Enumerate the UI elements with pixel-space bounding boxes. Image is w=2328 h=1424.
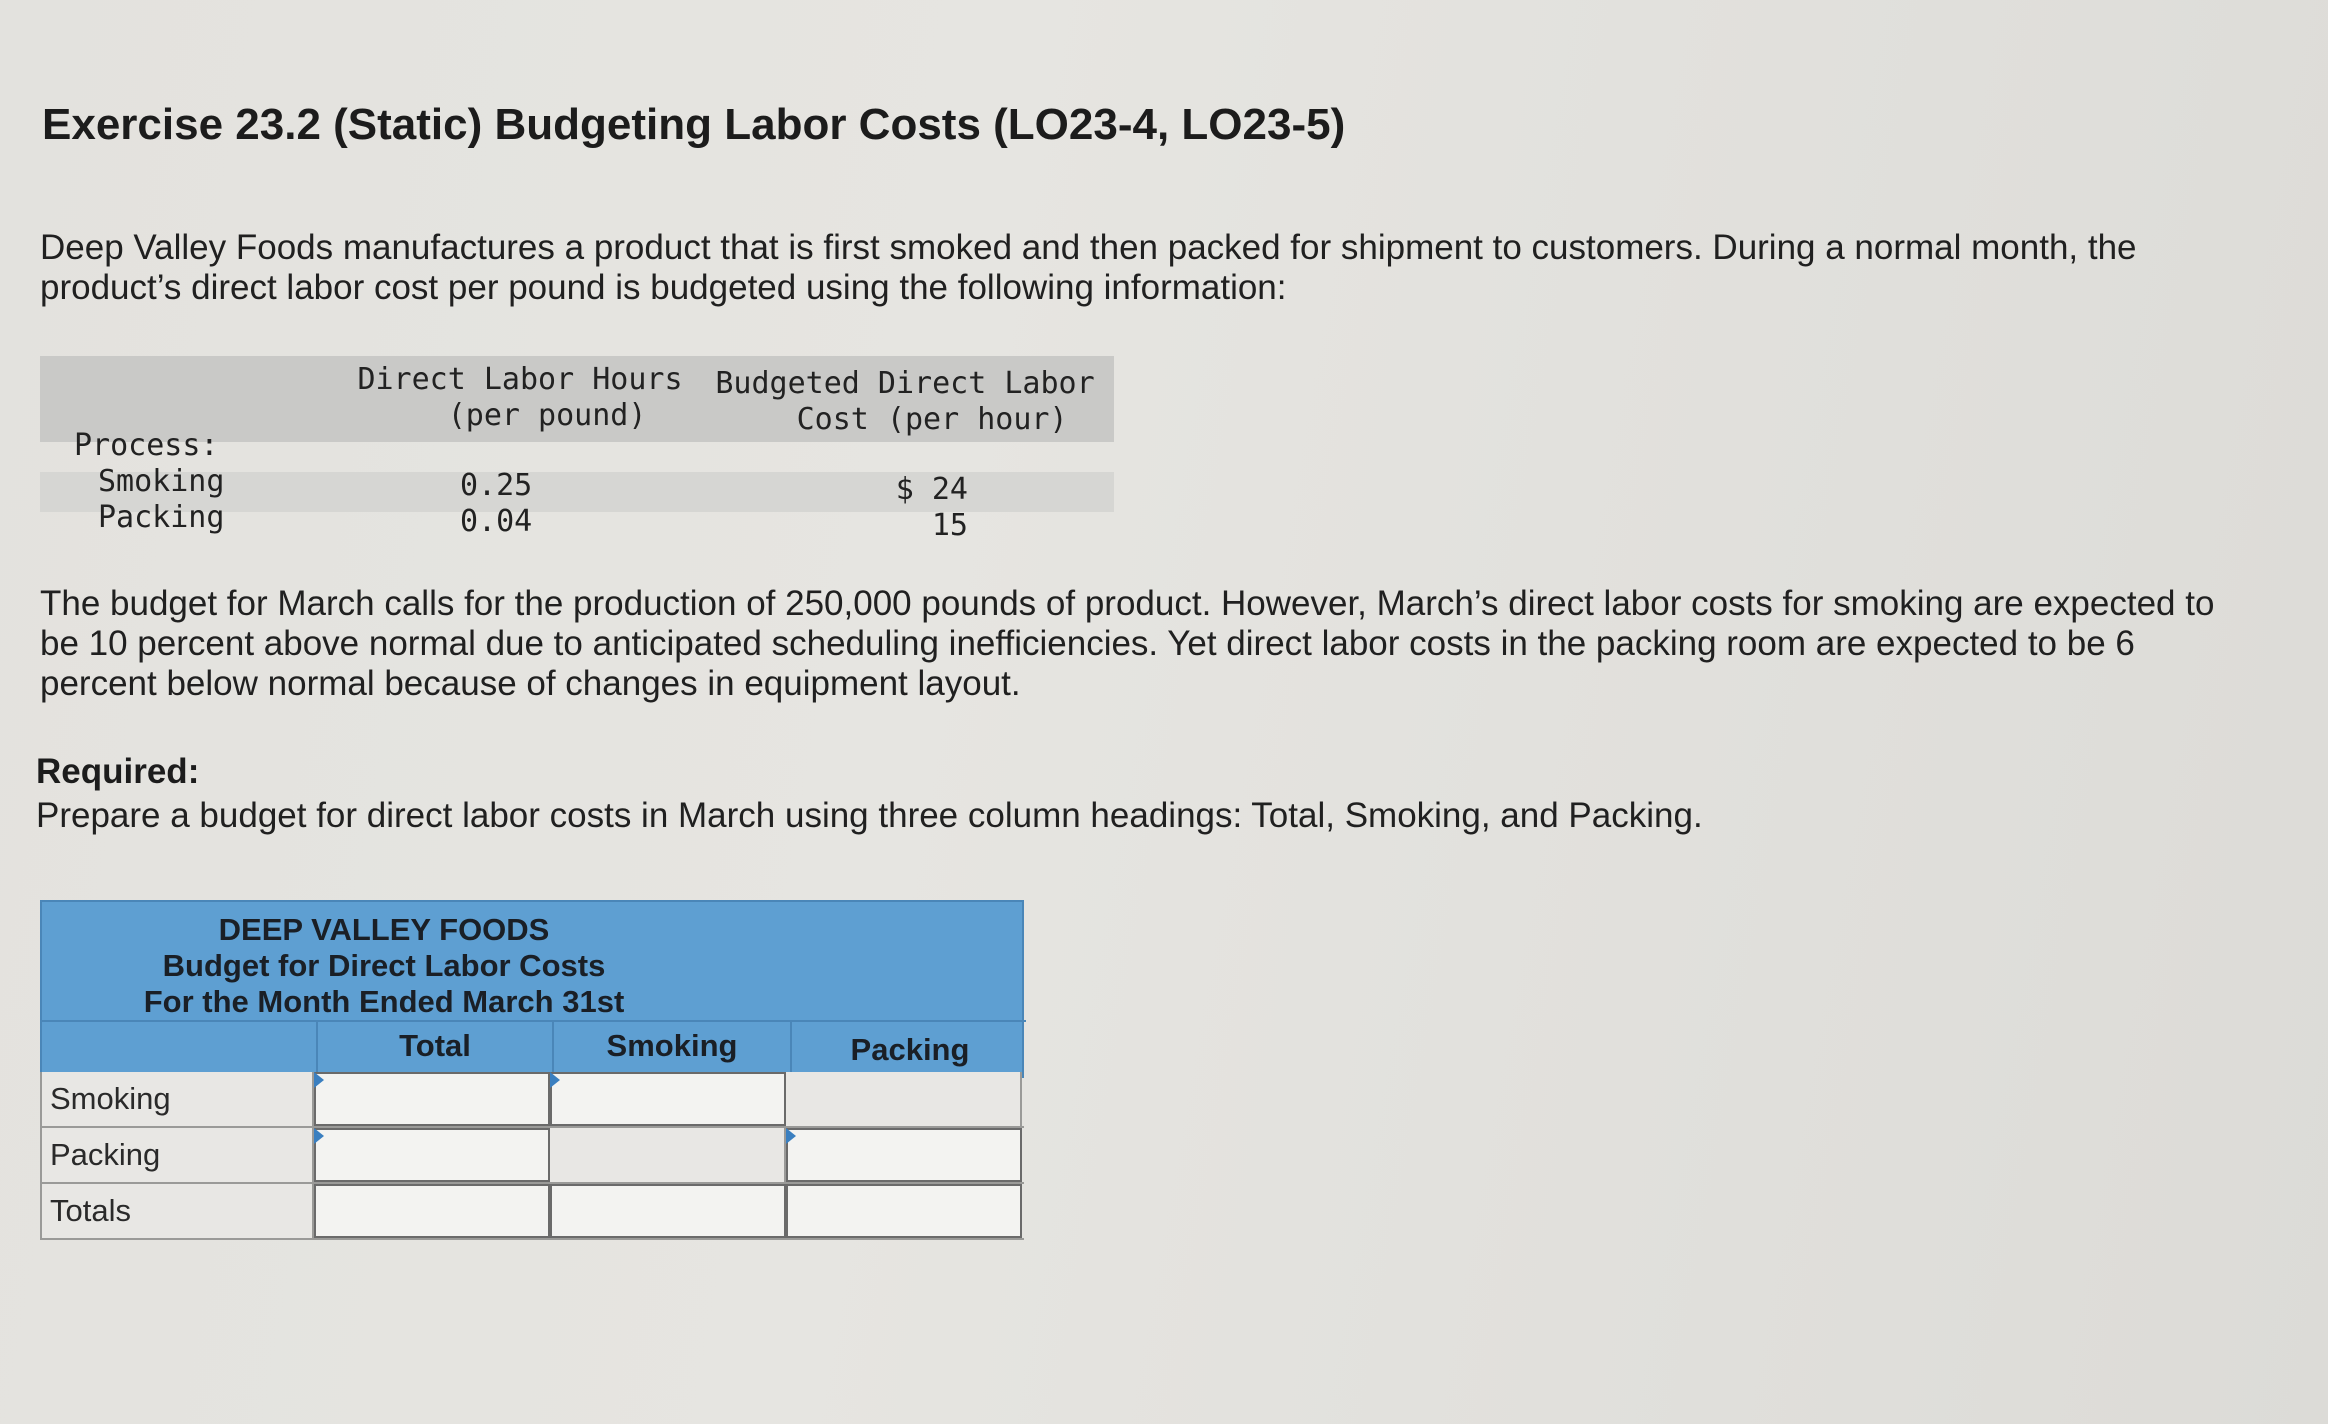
budget-company-name: DEEP VALLEY FOODS [218,912,550,947]
row-label-packing: Packing [40,1128,314,1182]
labor-info-table [40,356,1114,546]
header-divider [42,1020,1026,1022]
col-header-packing: Packing [850,1032,970,1067]
info-row-label-packing: Packing [98,500,225,535]
packing-packing-input[interactable] [786,1128,1022,1182]
info-smoking-hours: 0.25 [460,468,533,503]
input-marker-icon [314,1128,324,1144]
info-col-hours-header: Direct Labor Hours (per pound) [357,362,683,433]
budget-row-smoking [40,1072,1024,1128]
smoking-total-input[interactable] [314,1072,550,1126]
totals-total-cell [314,1184,550,1238]
exercise-title: Exercise 23.2 (Static) Budgeting Labor Costs (LO23-4, LO23-5) [42,100,1346,149]
required-text: Prepare a budget for direct labor costs in March using three column headings: Total, Smoking, and Packing. [36,796,1703,835]
budget-row-totals [40,1184,1024,1240]
budget-description: The budget for March calls for the production of 250,000 pounds of product. However, March’s direct labor costs for smoking are expected to be 10 percent above normal due to anticipated scheduling inefficiencies. Yet direct labor costs in the packing room are expected to be 6 percent below normal because of changes in equipment layout. [40,584,2215,703]
col-header-smoking: Smoking [606,1028,738,1063]
budget-row-packing [40,1128,1024,1184]
totals-packing-cell [786,1184,1022,1238]
packing-smoking-cell [550,1128,786,1182]
input-marker-icon [550,1072,560,1088]
problem-intro: Deep Valley Foods manufactures a product that is first smoked and then packed for shipment to customers. During a normal month, the product’s direct labor cost per pound is budgeted using the following information: [40,228,2137,307]
packing-total-cell [314,1128,550,1182]
col-header-total: Total [399,1028,471,1063]
smoking-total-cell [314,1072,550,1126]
totals-total-input[interactable] [314,1184,550,1238]
input-marker-icon [314,1072,324,1088]
row-label-smoking: Smoking [40,1072,314,1126]
row-label-totals: Totals [40,1184,314,1238]
smoking-smoking-cell [550,1072,786,1126]
info-section-label: Process: [74,428,219,463]
budget-form [40,900,1026,1238]
info-row-label-smoking: Smoking [98,464,225,499]
smoking-packing-cell [786,1072,1022,1126]
required-heading: Required: [36,752,200,791]
smoking-smoking-input[interactable] [550,1072,786,1126]
info-col-cost-header: Budgeted Direct Labor Cost (per hour) [715,366,1095,437]
budget-header [40,900,1024,1078]
info-packing-cost: 15 [931,508,968,543]
totals-smoking-cell [550,1184,786,1238]
budget-rows [40,1072,1024,1240]
totals-packing-input[interactable] [786,1184,1022,1238]
info-packing-hours: 0.04 [460,504,533,539]
packing-total-input[interactable] [314,1128,550,1182]
budget-period: For the Month Ended March 31st [143,984,625,1019]
input-marker-icon [786,1128,796,1144]
info-smoking-cost: $ 24 [895,472,968,507]
totals-smoking-input[interactable] [550,1184,786,1238]
packing-packing-cell [786,1128,1022,1182]
budget-statement-title: Budget for Direct Labor Costs [162,948,606,983]
